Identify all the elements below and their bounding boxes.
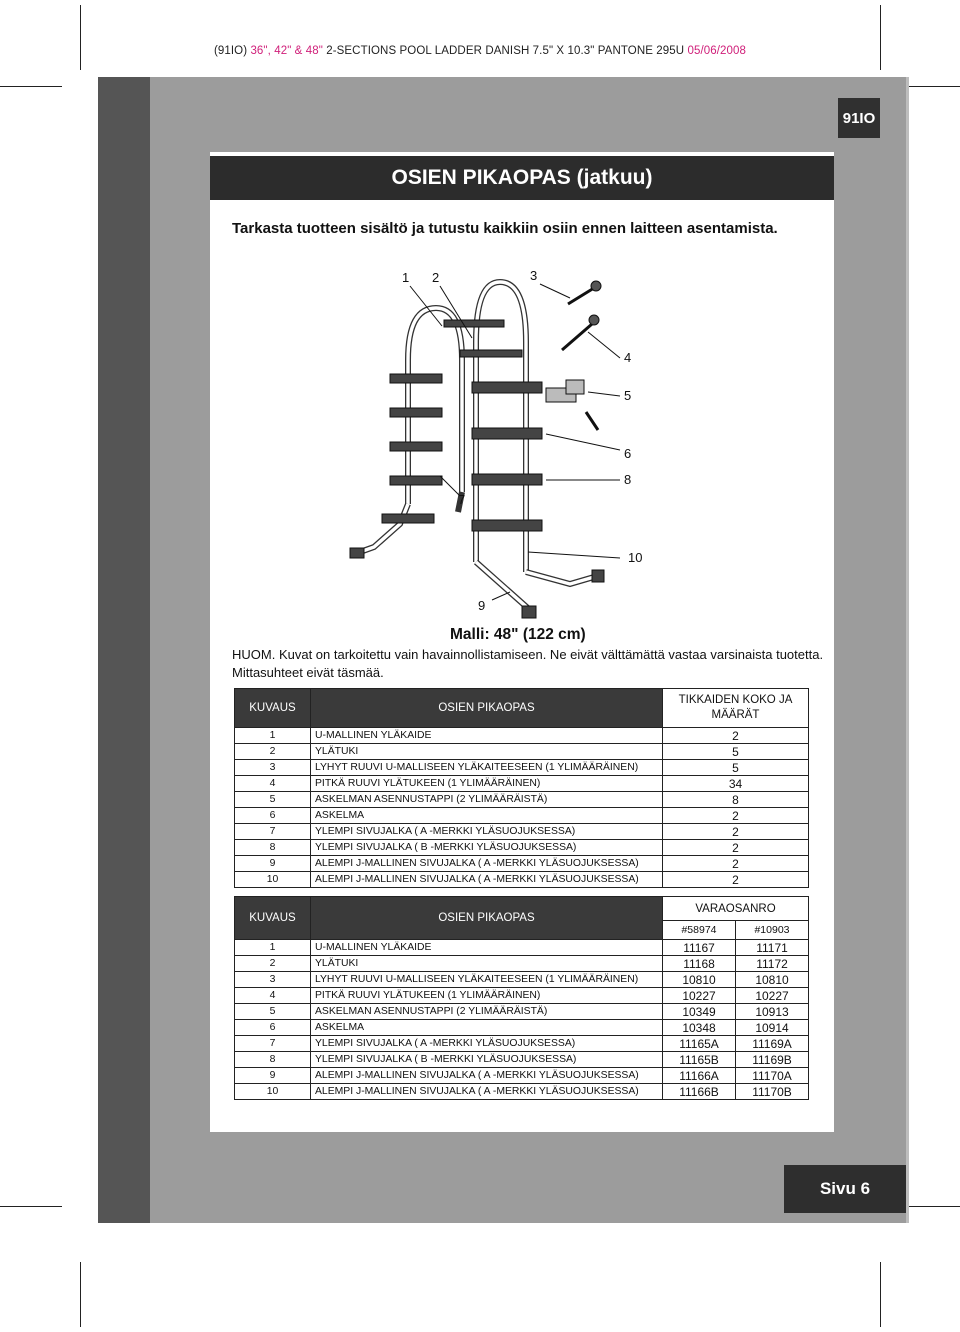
crop-mark xyxy=(880,1262,881,1327)
row-quantity: 5 xyxy=(663,744,809,760)
row-number: 1 xyxy=(235,940,311,956)
row-quantity: 34 xyxy=(663,776,809,792)
row-number: 4 xyxy=(235,988,311,1004)
table-row xyxy=(235,792,809,808)
row-part-number-b: 10913 xyxy=(736,1004,809,1020)
table-row xyxy=(235,808,809,824)
print-header-date: 05/06/2008 xyxy=(687,45,747,57)
table-row xyxy=(235,824,809,840)
row-description: ALEMPI J-MALLINEN SIVUJALKA ( A -MERKKI YLÄSUOJUKSESSA) xyxy=(311,1084,663,1100)
row-description: ALEMPI J-MALLINEN SIVUJALKA ( A -MERKKI YLÄSUOJUKSESSA) xyxy=(311,872,663,888)
table-row xyxy=(235,1020,809,1036)
col-header-number: KUVAUS xyxy=(235,897,311,940)
table-row xyxy=(235,1052,809,1068)
callout-6: 6 xyxy=(624,446,632,461)
row-part-number-b: 11172 xyxy=(736,956,809,972)
row-part-number-b: 10810 xyxy=(736,972,809,988)
row-quantity: 8 xyxy=(663,792,809,808)
row-number: 1 xyxy=(235,728,311,744)
table-row xyxy=(235,856,809,872)
callout-2: 2 xyxy=(432,270,440,285)
row-description: U-MALLINEN YLÄKAIDE xyxy=(311,940,663,956)
row-part-number-a: 11166B xyxy=(663,1084,736,1100)
callout-9: 9 xyxy=(478,598,486,613)
row-description: PITKÄ RUUVI YLÄTUKEEN (1 YLIMÄÄRÄINEN) xyxy=(311,988,663,1004)
row-description: ALEMPI J-MALLINEN SIVUJALKA ( A -MERKKI YLÄSUOJUKSESSA) xyxy=(311,1068,663,1084)
row-quantity: 2 xyxy=(663,856,809,872)
row-description: LYHYT RUUVI U-MALLISEEN YLÄKAITEESEEN (1 YLIMÄÄRÄINEN) xyxy=(311,972,663,988)
row-number: 7 xyxy=(235,1036,311,1052)
table-header-row xyxy=(235,689,809,728)
print-header-pantone: PANTONE 295U xyxy=(597,45,685,57)
row-description: YLÄTUKI xyxy=(311,956,663,972)
col-header-description: OSIEN PIKAOPAS xyxy=(311,689,663,728)
print-header-sizes: 36", 42" & 48" xyxy=(250,45,323,57)
row-part-number-b: 10227 xyxy=(736,988,809,1004)
row-number: 10 xyxy=(235,872,311,888)
table-row xyxy=(235,760,809,776)
row-number: 8 xyxy=(235,1052,311,1068)
disclaimer-line-2: Mittasuhteet eivät täsmää. xyxy=(232,665,384,680)
row-description: YLEMPI SIVUJALKA ( B -MERKKI YLÄSUOJUKSESSA) xyxy=(311,840,663,856)
row-part-number-a: 10348 xyxy=(663,1020,736,1036)
row-number: 9 xyxy=(235,1068,311,1084)
row-quantity: 2 xyxy=(663,840,809,856)
model-label: Malli: 48" (122 cm) xyxy=(450,626,586,643)
col-header-spare-part: VARAOSANRO xyxy=(663,897,809,921)
row-quantity: 2 xyxy=(663,728,809,744)
row-number: 3 xyxy=(235,972,311,988)
row-description: ASKELMA xyxy=(311,1020,663,1036)
table-row xyxy=(235,1084,809,1100)
crop-mark xyxy=(80,1262,81,1327)
row-number: 5 xyxy=(235,1004,311,1020)
intro-text: Tarkasta tuotteen sisältö ja tutustu kaikkiin osiin ennen laitteen asentamista. xyxy=(232,220,778,237)
callout-10: 10 xyxy=(628,550,643,565)
ladder-illustration xyxy=(210,262,834,622)
row-description: ASKELMAN ASENNUSTAPPI (2 YLIMÄÄRÄISTÄ) xyxy=(311,792,663,808)
row-part-number-a: 10227 xyxy=(663,988,736,1004)
table-row xyxy=(235,776,809,792)
row-quantity: 2 xyxy=(663,872,809,888)
side-tab: 91IO xyxy=(838,98,880,138)
table-row xyxy=(235,1068,809,1084)
row-description: YLEMPI SIVUJALKA ( A -MERKKI YLÄSUOJUKSESSA) xyxy=(311,1036,663,1052)
table-row xyxy=(235,744,809,760)
row-number: 7 xyxy=(235,824,311,840)
row-part-number-b: 11169B xyxy=(736,1052,809,1068)
row-description: YLEMPI SIVUJALKA ( B -MERKKI YLÄSUOJUKSESSA) xyxy=(311,1052,663,1068)
row-description: YLÄTUKI xyxy=(311,744,663,760)
callout-7: 7 xyxy=(458,492,466,507)
disclaimer-line-1: HUOM. Kuvat on tarkoitettu vain havainnollistamiseen. Ne eivät välttämättä vastaa varsinaista tuotetta. xyxy=(232,647,824,662)
row-quantity: 2 xyxy=(663,824,809,840)
table-row xyxy=(235,728,809,744)
crop-mark xyxy=(0,86,62,87)
spare-parts-table xyxy=(234,896,809,1100)
row-quantity: 5 xyxy=(663,760,809,776)
table-row xyxy=(235,840,809,856)
crop-mark xyxy=(80,5,81,70)
table-row xyxy=(235,988,809,1004)
row-part-number-a: 11168 xyxy=(663,956,736,972)
callout-3: 3 xyxy=(530,268,538,283)
row-number: 3 xyxy=(235,760,311,776)
table-row xyxy=(235,1004,809,1020)
row-part-number-a: 10349 xyxy=(663,1004,736,1020)
crop-mark xyxy=(880,5,881,70)
row-number: 10 xyxy=(235,1084,311,1100)
row-part-number-a: 11165B xyxy=(663,1052,736,1068)
callout-1: 1 xyxy=(402,270,410,285)
page-title: OSIEN PIKAOPAS (jatkuu) xyxy=(210,156,834,200)
col-header-quantity: TIKKAIDEN KOKO JA MÄÄRÄT xyxy=(663,689,809,728)
right-light-strip xyxy=(906,77,909,1223)
row-description: U-MALLINEN YLÄKAIDE xyxy=(311,728,663,744)
row-part-number-b: 11169A xyxy=(736,1036,809,1052)
row-description: LYHYT RUUVI U-MALLISEEN YLÄKAITEESEEN (1 YLIMÄÄRÄINEN) xyxy=(311,760,663,776)
row-description: ASKELMAN ASENNUSTAPPI (2 YLIMÄÄRÄISTÄ) xyxy=(311,1004,663,1020)
table-row xyxy=(235,940,809,956)
print-header-dimensions: 7.5" X 10.3" xyxy=(532,45,595,57)
disclaimer-note xyxy=(232,646,823,682)
row-description: PITKÄ RUUVI YLÄTUKEEN (1 YLIMÄÄRÄINEN) xyxy=(311,776,663,792)
row-part-number-b: 10914 xyxy=(736,1020,809,1036)
row-description: ALEMPI J-MALLINEN SIVUJALKA ( A -MERKKI YLÄSUOJUKSESSA) xyxy=(311,856,663,872)
row-part-number-a: 11165A xyxy=(663,1036,736,1052)
row-number: 8 xyxy=(235,840,311,856)
callout-5: 5 xyxy=(624,388,632,403)
callout-4: 4 xyxy=(624,350,632,365)
row-quantity: 2 xyxy=(663,808,809,824)
row-part-number-b: 11170B xyxy=(736,1084,809,1100)
table-header-row xyxy=(235,897,809,921)
print-header xyxy=(0,45,960,57)
row-part-number-a: 11167 xyxy=(663,940,736,956)
row-number: 4 xyxy=(235,776,311,792)
table-row xyxy=(235,872,809,888)
table-row xyxy=(235,1036,809,1052)
row-number: 5 xyxy=(235,792,311,808)
print-header-language: DANISH xyxy=(485,45,530,57)
ladder-drawing xyxy=(210,262,834,622)
table-row xyxy=(235,972,809,988)
row-part-number-b: 11170A xyxy=(736,1068,809,1084)
row-part-number-a: 10810 xyxy=(663,972,736,988)
row-number: 6 xyxy=(235,808,311,824)
left-dark-strip xyxy=(98,77,152,1223)
page-number: Sivu 6 xyxy=(784,1165,906,1213)
row-number: 6 xyxy=(235,1020,311,1036)
col-header-model-a: #58974 xyxy=(663,921,736,940)
row-number: 9 xyxy=(235,856,311,872)
print-header-product: 2-SECTIONS POOL LADDER xyxy=(326,45,483,57)
row-number: 2 xyxy=(235,744,311,760)
row-part-number-b: 11171 xyxy=(736,940,809,956)
print-header-prefix: (91IO) xyxy=(213,45,248,57)
parts-quantity-table xyxy=(234,688,809,888)
col-header-description: OSIEN PIKAOPAS xyxy=(311,897,663,940)
crop-mark xyxy=(0,1206,62,1207)
col-header-number: KUVAUS xyxy=(235,689,311,728)
col-header-model-b: #10903 xyxy=(736,921,809,940)
table-row xyxy=(235,956,809,972)
row-part-number-a: 11166A xyxy=(663,1068,736,1084)
row-number: 2 xyxy=(235,956,311,972)
row-description: YLEMPI SIVUJALKA ( A -MERKKI YLÄSUOJUKSESSA) xyxy=(311,824,663,840)
callout-8: 8 xyxy=(624,472,632,487)
row-description: ASKELMA xyxy=(311,808,663,824)
